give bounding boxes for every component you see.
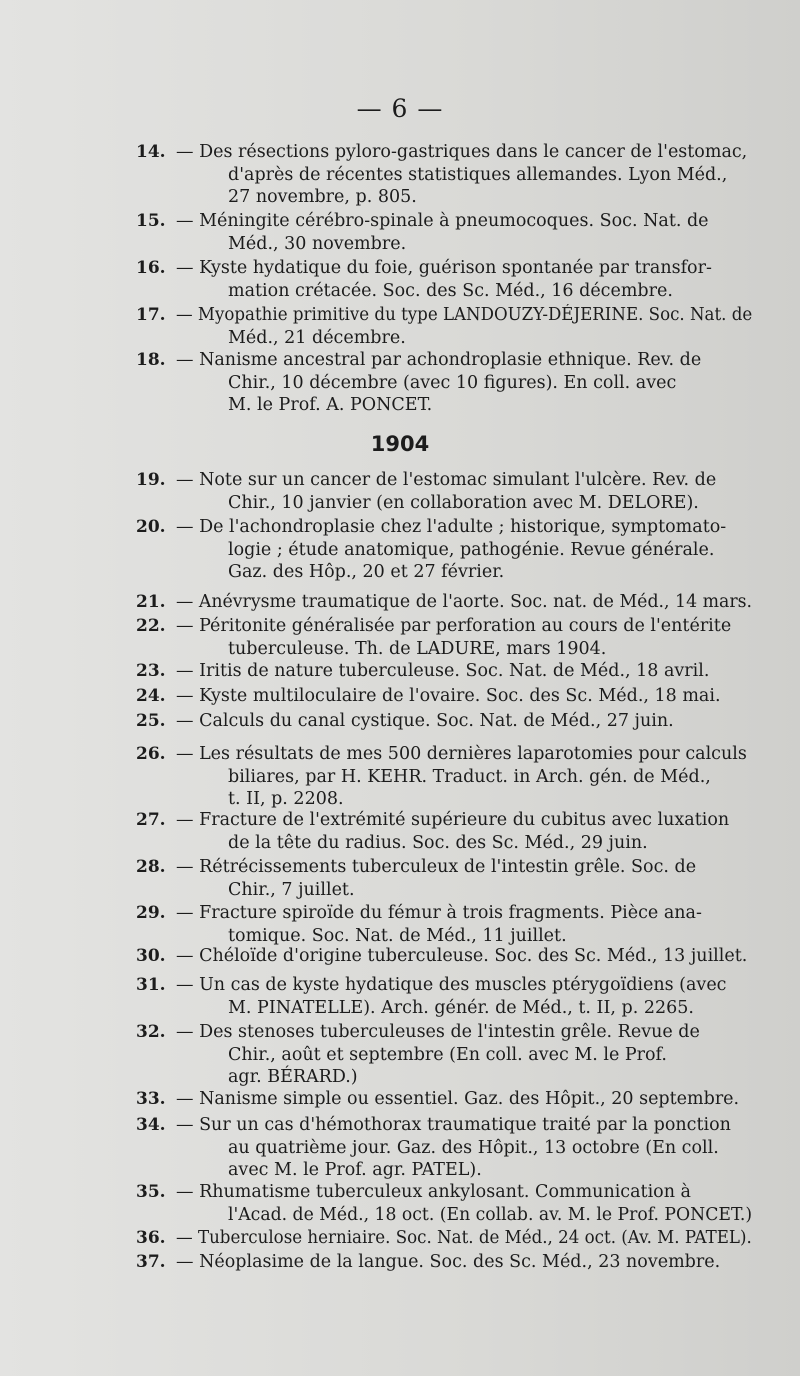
- entry-text-continuation: biliares, par H. KEHR. Traduct. in Arch. gén. de Méd.,: [228, 766, 711, 787]
- entry-text-first-line: — Fracture de l'extrémité supérieure du cubitus avec luxation: [176, 810, 730, 830]
- entry-number: 31.: [136, 975, 166, 995]
- entry-number: 22.: [136, 616, 166, 636]
- entry-number: 34.: [136, 1115, 166, 1135]
- entry-number: 25.: [136, 711, 166, 731]
- entry-text-first-line: — Myopathie primitive du type LANDOUZY-DÉJERINE. Soc. Nat. de: [176, 305, 753, 325]
- entry-text-first-line: — Anévrysme traumatique de l'aorte. Soc. nat. de Méd., 14 mars.: [176, 592, 753, 612]
- entry-text-continuation: Chir., août et septembre (En coll. avec M. le Prof.: [228, 1044, 667, 1065]
- entry-text-first-line: — Sur un cas d'hémothorax traumatique traité par la ponction: [176, 1115, 731, 1135]
- entry-number: 33.: [136, 1089, 166, 1109]
- entry-text-first-line: — Fracture spiroïde du fémur à trois fragments. Pièce ana-: [176, 903, 702, 923]
- entry-text-continuation: au quatrième jour. Gaz. des Hôpit., 13 octobre (En coll.: [228, 1137, 719, 1158]
- entry-number: 26.: [136, 744, 166, 764]
- entry-number: 16.: [136, 258, 166, 278]
- entry-text-continuation: t. II, p. 2208.: [228, 789, 344, 809]
- entry-number: 15.: [136, 211, 166, 231]
- entry-number: 21.: [136, 592, 166, 612]
- entry-number: 35.: [136, 1182, 166, 1202]
- entry-text-first-line: — Kyste multiloculaire de l'ovaire. Soc. des Sc. Méd., 18 mai.: [176, 686, 721, 706]
- entry-text-continuation: Chir., 10 janvier (en collaboration avec M. DELORE).: [228, 492, 699, 513]
- entry-number: 18.: [136, 350, 166, 370]
- entry-text-continuation: agr. BÉRARD.): [228, 1067, 358, 1087]
- entry-number: 14.: [136, 142, 166, 162]
- entry-text-first-line: — Les résultats de mes 500 dernières laparotomies pour calculs: [176, 744, 747, 764]
- entry-text-first-line: — Nanisme simple ou essentiel. Gaz. des Hôpit., 20 septembre.: [176, 1089, 740, 1109]
- entry-text-first-line: — Nanisme ancestral par achondroplasie ethnique. Rev. de: [176, 350, 702, 370]
- entry-number: 37.: [136, 1252, 166, 1272]
- entry-text-continuation: Chir., 7 juillet.: [228, 879, 355, 900]
- entry-number: 23.: [136, 661, 166, 681]
- entry-number: 29.: [136, 903, 166, 923]
- entry-text-first-line: — Néoplasime de la langue. Soc. des Sc. Méd., 23 novembre.: [176, 1252, 721, 1272]
- entry-text-continuation: M. le Prof. A. PONCET.: [228, 395, 433, 415]
- entry-text-first-line: — Calculs du canal cystique. Soc. Nat. de Méd., 27 juin.: [176, 711, 674, 731]
- entry-text-continuation: Chir., 10 décembre (avec 10 figures). En coll. avec: [228, 372, 677, 393]
- entry-text-first-line: — Des stenoses tuberculeuses de l'intestin grêle. Revue de: [176, 1022, 700, 1042]
- entry-number: 20.: [136, 517, 166, 537]
- entry-text-continuation: de la tête du radius. Soc. des Sc. Méd., 29 juin.: [228, 832, 648, 853]
- entry-text-first-line: — Rhumatisme tuberculeux ankylosant. Communication à: [176, 1182, 691, 1202]
- entry-number: 17.: [136, 305, 166, 325]
- entry-text-continuation: mation crétacée. Soc. des Sc. Méd., 16 décembre.: [228, 280, 673, 301]
- entry-text-first-line: — Rétrécissements tuberculeux de l'intestin grêle. Soc. de: [176, 857, 697, 877]
- entry-text-first-line: — Chéloïde d'origine tuberculeuse. Soc. des Sc. Méd., 13 juillet.: [176, 946, 748, 966]
- entry-number: 19.: [136, 470, 166, 490]
- entry-number: 32.: [136, 1022, 166, 1042]
- entry-text-continuation: tuberculeuse. Th. de LADURE, mars 1904.: [228, 638, 607, 659]
- entry-number: 27.: [136, 810, 166, 830]
- entry-text-first-line: — Des résections pyloro-gastriques dans le cancer de l'estomac,: [176, 142, 748, 162]
- entry-number: 28.: [136, 857, 166, 877]
- entry-text-first-line: — Un cas de kyste hydatique des muscles ptérygoïdiens (avec: [176, 975, 727, 995]
- entry-text-first-line: — De l'achondroplasie chez l'adulte ; historique, symptomato-: [176, 517, 727, 537]
- entry-text-first-line: — Kyste hydatique du foie, guérison spontanée par transfor-: [176, 258, 712, 278]
- entry-text-first-line: — Péritonite généralisée par perforation au cours de l'entérite: [176, 616, 732, 636]
- entry-text-continuation: l'Acad. de Méd., 18 oct. (En collab. av. M. le Prof. PONCET.): [228, 1204, 753, 1225]
- entry-text-first-line: — Iritis de nature tuberculeuse. Soc. Nat. de Méd., 18 avril.: [176, 661, 710, 681]
- entry-number: 30.: [136, 946, 166, 966]
- entry-number: 36.: [136, 1228, 166, 1248]
- year-heading: 1904: [370, 432, 430, 456]
- entry-text-continuation: tomique. Soc. Nat. de Méd., 11 juillet.: [228, 925, 567, 946]
- entry-text-continuation: Méd., 30 novembre.: [228, 233, 407, 254]
- entry-number: 24.: [136, 686, 166, 706]
- entry-text-continuation: Méd., 21 décembre.: [228, 327, 406, 348]
- entry-text-first-line: — Méningite cérébro-spinale à pneumocoques. Soc. Nat. de: [176, 211, 709, 231]
- entry-text-continuation: 27 novembre, p. 805.: [228, 187, 417, 207]
- entry-text-first-line: — Note sur un cancer de l'estomac simulant l'ulcère. Rev. de: [176, 470, 717, 490]
- entry-text-first-line: — Tuberculose herniaire. Soc. Nat. de Méd., 24 oct. (Av. M. PATEL).: [176, 1228, 752, 1248]
- entry-text-continuation: Gaz. des Hôp., 20 et 27 février.: [228, 562, 505, 582]
- page-number: — 6 —: [356, 94, 444, 123]
- entry-text-continuation: avec M. le Prof. agr. PATEL).: [228, 1160, 482, 1180]
- entry-text-continuation: M. PINATELLE). Arch. génér. de Méd., t. II, p. 2265.: [228, 997, 694, 1018]
- entry-text-continuation: logie ; étude anatomique, pathogénie. Revue générale.: [228, 539, 715, 560]
- entry-text-continuation: d'après de récentes statistiques allemandes. Lyon Méd.,: [228, 164, 728, 185]
